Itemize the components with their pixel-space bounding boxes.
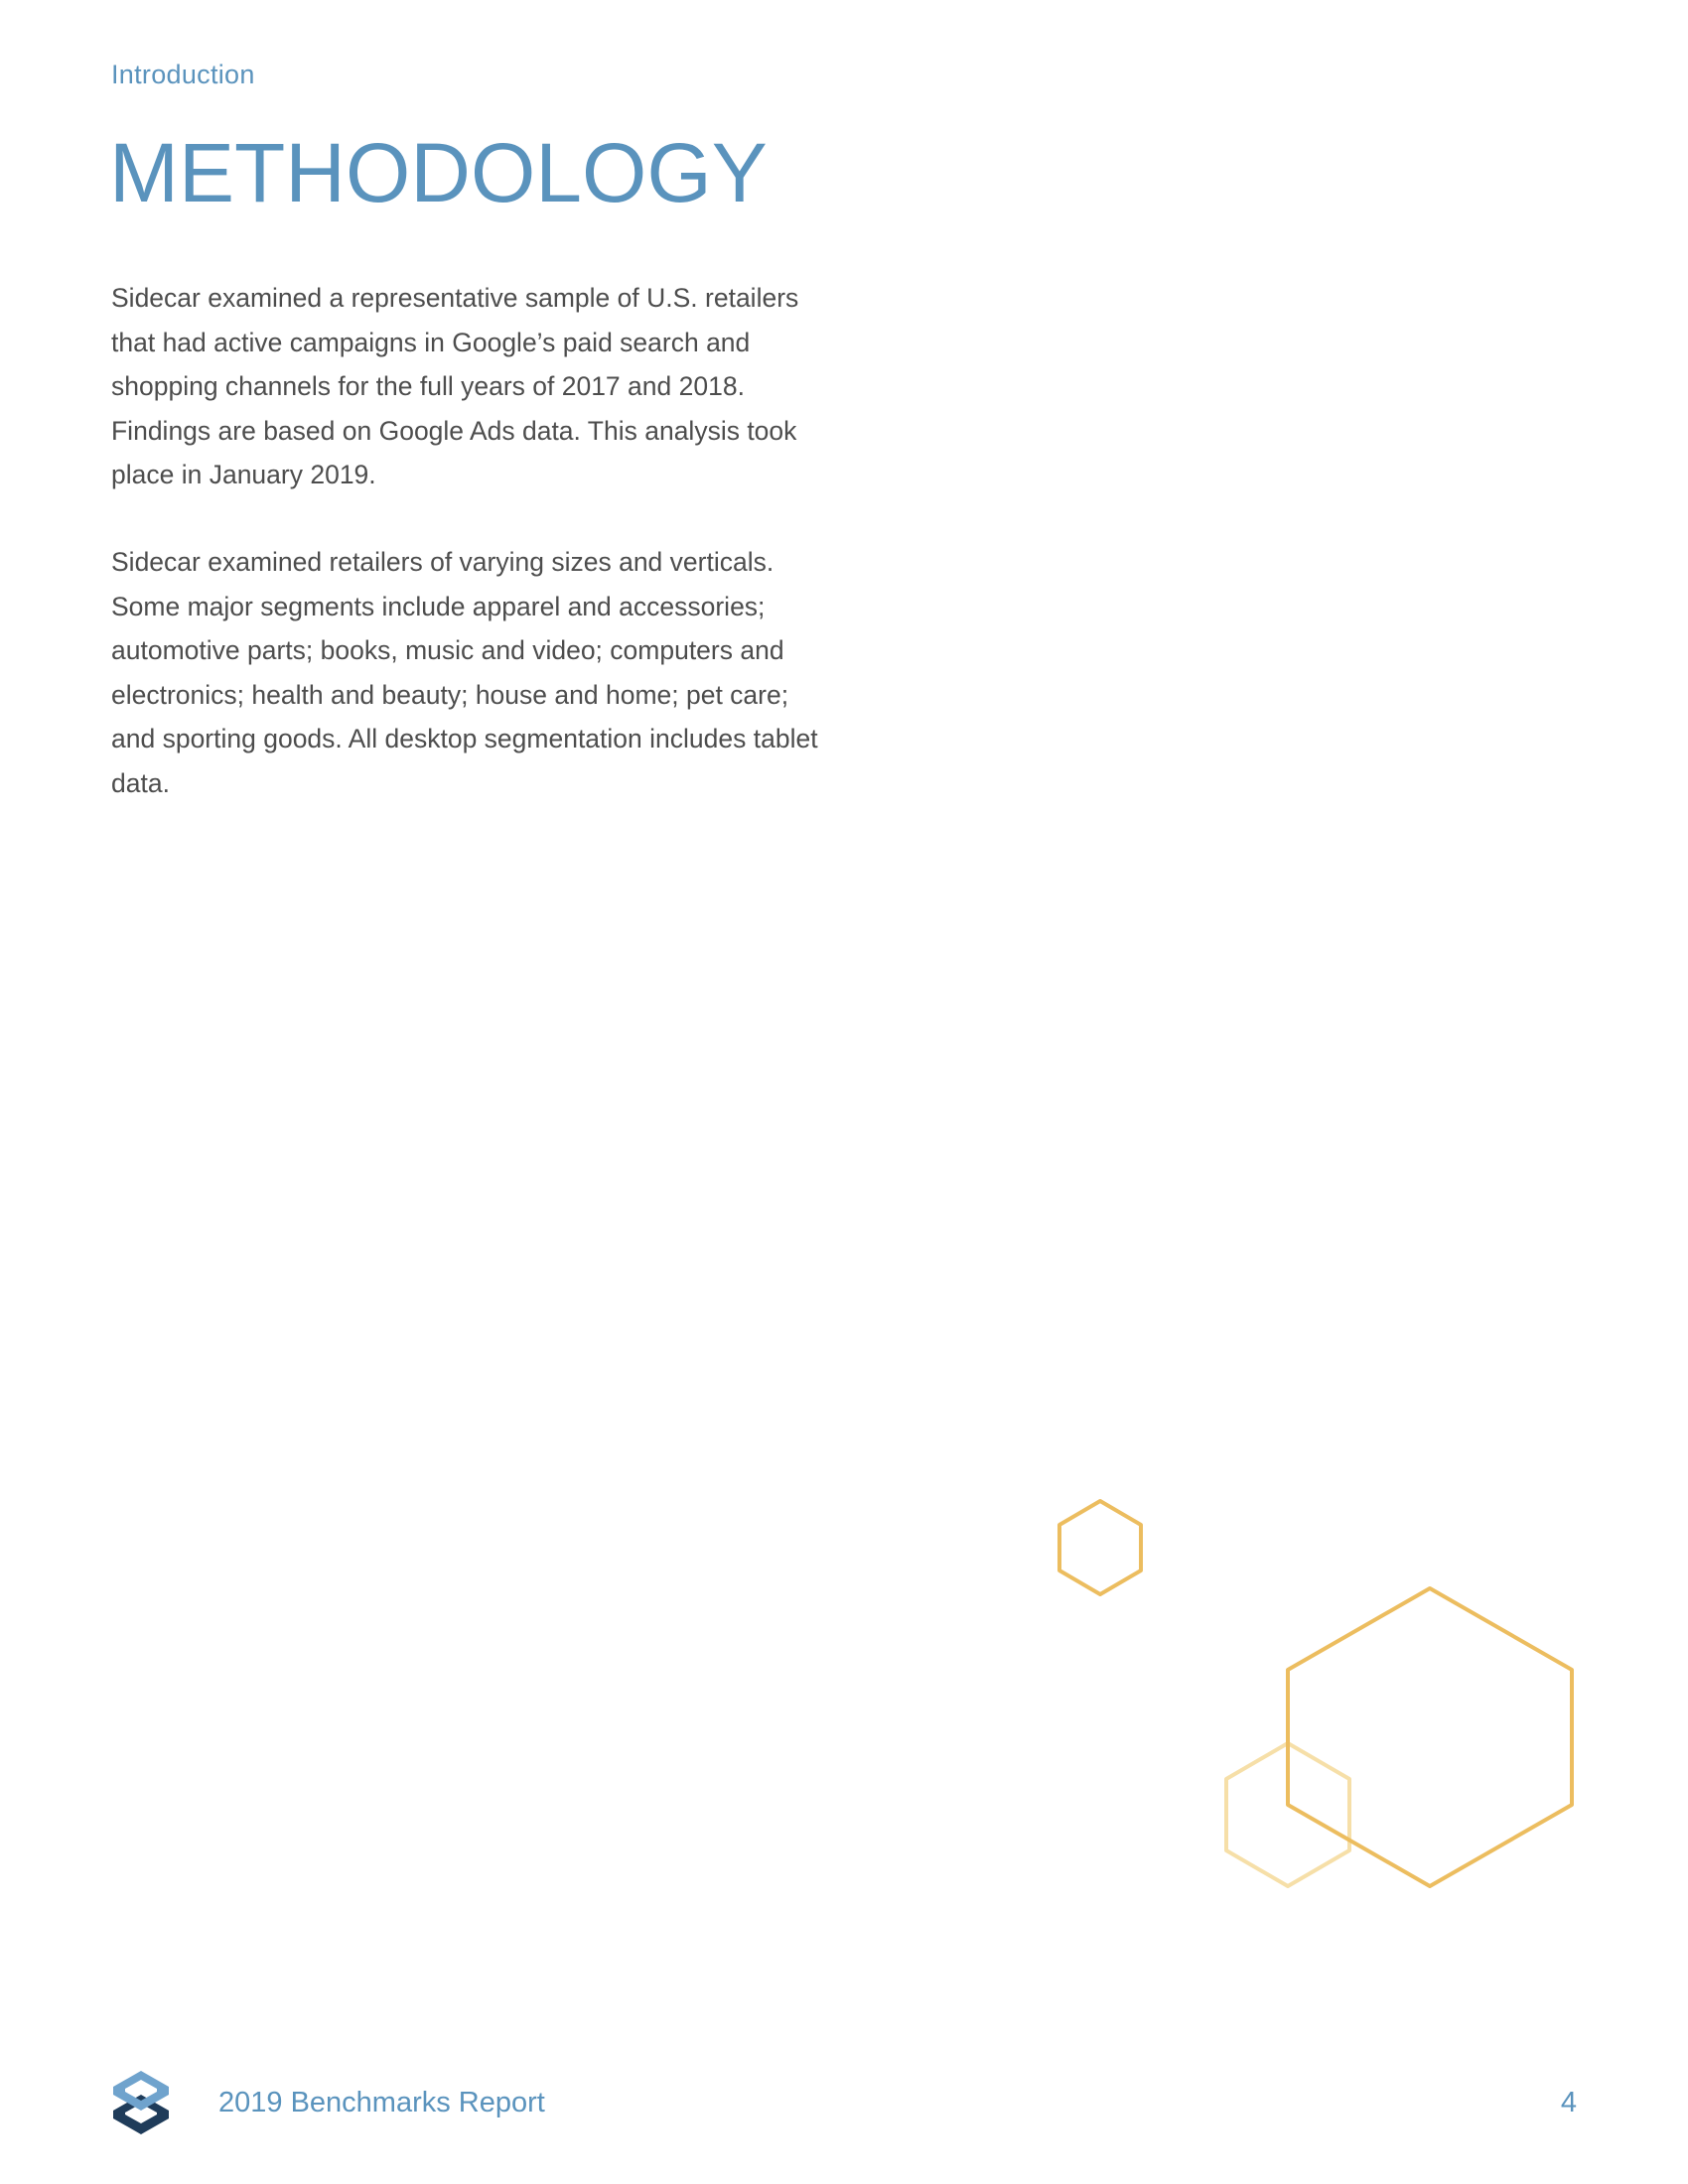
footer-report-title: 2019 Benchmarks Report bbox=[218, 2087, 545, 2118]
small-hexagon-icon bbox=[1059, 1501, 1141, 1594]
sidecar-logo-icon bbox=[109, 2071, 173, 2134]
page-number: 4 bbox=[1560, 2087, 1577, 2118]
page-title: METHODOLOGY bbox=[109, 126, 768, 219]
hexagon-decoration-icon bbox=[1033, 1479, 1628, 1896]
body-paragraph-1: Sidecar examined a representative sample of U.S. retailers that had active campaigns in Google’s paid search and shopping channels for the full years of 2017 and 2018. Findings are based on Google Ads data. This analysis took place in January 2019. bbox=[111, 283, 799, 489]
large-hexagon-icon bbox=[1288, 1588, 1572, 1886]
section-label: Introduction bbox=[111, 60, 255, 89]
body-paragraph-2: Sidecar examined retailers of varying sizes and verticals. Some major segments include apparel and accessories; automotive parts; books, music and video; computers and electronics; health and beauty; house and home; pet care; and sporting goods. All desktop segmentation includes tablet data. bbox=[111, 547, 818, 798]
